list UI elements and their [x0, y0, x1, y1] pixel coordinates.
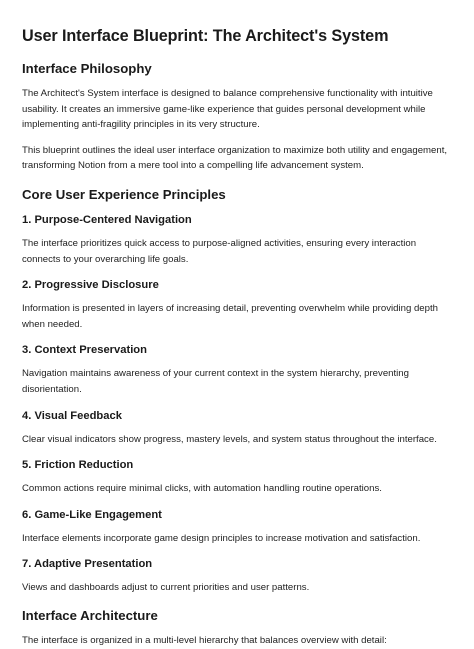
- principle-text: Clear visual indicators show progress, mastery levels, and system status throughout the interface.: [22, 433, 437, 445]
- principle-title: 1. Purpose-Centered Navigation: [22, 213, 192, 226]
- principle-title: 7. Adaptive Presentation: [22, 558, 153, 571]
- architecture-paragraph: The interface is organized in a multi-level hierarchy that balances overview with detail:: [22, 634, 387, 646]
- principle-title: 2. Progressive Disclosure: [22, 279, 159, 292]
- philosophy-paragraph-1: The Architect's System interface is designed to balance comprehensive functionality with intuitive usability. It creates an immersive game-like experience that guides personal development while implementing anti-fragility principles in its very structure.: [22, 88, 433, 131]
- principle-text: Information is presented in layers of increasing detail, preventing overwhelm while providing depth when needed.: [22, 303, 438, 330]
- principle-item: [22, 458, 452, 497]
- principle-text: Navigation maintains awareness of your current context in the system hierarchy, preventing disorientation.: [22, 368, 409, 395]
- section-heading-architecture: Interface Architecture: [22, 607, 158, 623]
- principle-text: Common actions require minimal clicks, with automation handling routine operations.: [22, 483, 382, 495]
- principle-item: [22, 343, 452, 397]
- principle-item: [22, 508, 452, 547]
- principle-title: 4. Visual Feedback: [22, 409, 122, 422]
- principle-text: Interface elements incorporate game design principles to increase motivation and satisfaction.: [22, 532, 421, 544]
- section-heading-principles: Core User Experience Principles: [22, 186, 226, 202]
- principle-text: The interface prioritizes quick access to purpose-aligned activities, ensuring every interaction connects to your overarching life goals.: [22, 237, 417, 265]
- principle-text: Views and dashboards adjust to current priorities and user patterns.: [22, 582, 310, 594]
- principle-item: [22, 409, 452, 448]
- principle-item: [22, 213, 452, 267]
- philosophy-paragraph-2: This blueprint outlines the ideal user interface organization to maximize both utility and engagement, transforming Notion from a mere tool into a compelling life advancement system.: [22, 144, 448, 172]
- section-heading-philosophy: Interface Philosophy: [22, 61, 152, 76]
- principle-item: [22, 278, 452, 332]
- page-title: User Interface Blueprint: The Architect's System: [22, 27, 389, 45]
- principle-title: 6. Game-Like Engagement: [22, 508, 162, 521]
- principle-item: [22, 557, 452, 596]
- principle-title: 5. Friction Reduction: [22, 459, 134, 472]
- principle-title: 3. Context Preservation: [22, 344, 147, 357]
